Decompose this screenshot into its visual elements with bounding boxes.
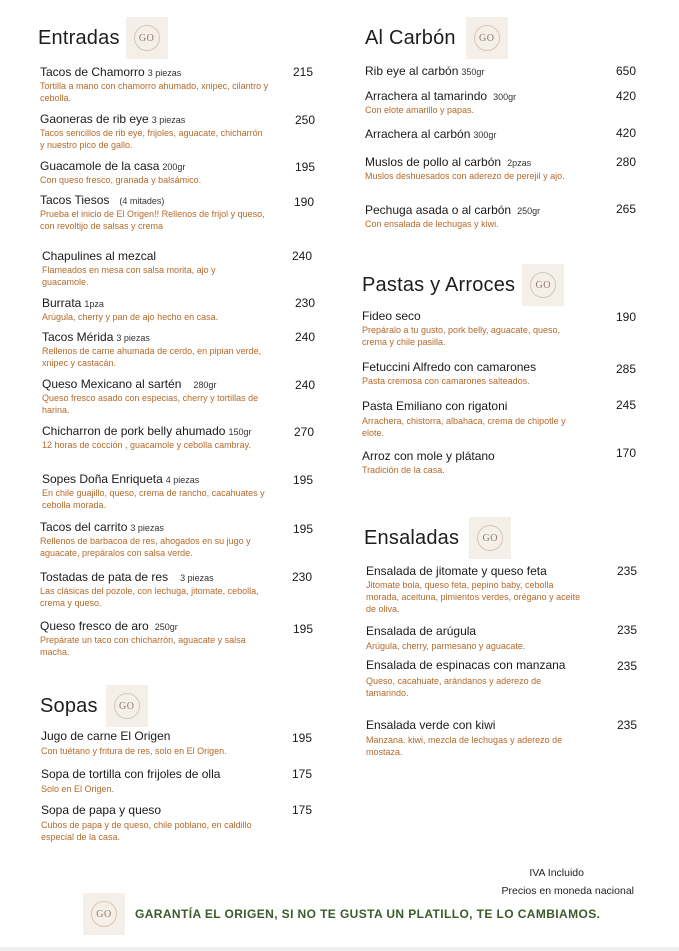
- item-price: 195: [292, 622, 313, 636]
- item-qty: 250gr: [154, 622, 178, 632]
- item-price: 270: [293, 425, 314, 439]
- item-price: 170: [615, 446, 636, 460]
- section-title: Al Carbón: [365, 26, 456, 49]
- item-desc: Queso, cacahuate, arándanos y aderezo de tamarindo.: [366, 676, 542, 698]
- item-name: Arrachera al tamarindo: [365, 89, 488, 103]
- item-name: Ensalada de espinacas con manzana: [366, 658, 566, 672]
- item-name: Arroz con mole y plátano: [362, 449, 495, 463]
- item-name: Tacos del carrito: [40, 520, 128, 534]
- menu-item: [40, 619, 265, 658]
- item-price: 190: [293, 195, 314, 209]
- section-header-ensaladas: [364, 517, 511, 559]
- item-name: Jugo de carne El Origen: [41, 729, 171, 743]
- item-name: Arrachera al carbón: [365, 127, 471, 141]
- menu-item: [40, 112, 265, 151]
- menu-item: [365, 155, 580, 182]
- section-title: Entradas: [38, 26, 120, 49]
- menu-item: [40, 520, 265, 559]
- item-desc: Arúgula, cherry y pan de ajo hecho en casa.: [42, 312, 219, 322]
- item-price: 420: [615, 89, 636, 103]
- section-title: Pastas y Arroces: [362, 273, 516, 296]
- menu-item: [365, 203, 595, 230]
- menu-item: [365, 89, 595, 116]
- item-name: Fideo seco: [362, 309, 421, 323]
- item-price: 240: [294, 330, 315, 344]
- item-price: 195: [294, 160, 315, 174]
- item-name: Muslos de pollo al carbón: [365, 155, 502, 169]
- item-desc: 12 horas de cocción , guacamole y cebolla cambray.: [42, 440, 251, 450]
- origen-logo-icon: GO: [522, 264, 564, 306]
- item-qty: 300gr: [493, 92, 517, 102]
- item-name: Sopa de tortilla con frijoles de olla: [41, 767, 221, 781]
- item-name: Tostadas de pata de res: [40, 570, 169, 584]
- item-desc: Cubos de papa y de queso, chile poblano, en caldillo especial de la casa.: [41, 820, 252, 842]
- item-desc: Rellenos de carne ahumada de cerdo, en pipian verde, xnipec y castacán.: [42, 346, 262, 368]
- menu-item: [365, 127, 595, 141]
- item-price: 235: [616, 718, 637, 732]
- item-name: Ensalada de jitomate y queso feta: [366, 564, 547, 578]
- guarantee-text: GARANTÍA EL ORIGEN, SI NO TE GUSTA UN PLATILLO, TE LO CAMBIAMOS.: [135, 907, 601, 921]
- item-desc: Muslos deshuesados con aderezo de perejil y ajo.: [365, 171, 565, 181]
- item-price: 245: [615, 398, 636, 412]
- item-qty: 2pzas: [507, 158, 532, 168]
- item-qty: 250gr: [517, 206, 541, 216]
- menu-item: [42, 296, 272, 323]
- origen-logo-icon: GO: [106, 685, 148, 727]
- menu-item: [366, 718, 581, 758]
- item-desc: Flameados en mesa con salsa morita, ajo y guacamole.: [42, 265, 216, 287]
- item-desc: Solo en El Origen.: [41, 784, 115, 794]
- item-price: 175: [291, 803, 312, 817]
- menu-item: [366, 564, 586, 615]
- menu-item: [42, 377, 267, 416]
- item-price: 250: [294, 113, 315, 127]
- item-qty: 300gr: [473, 130, 497, 140]
- item-qty: 3 piezas: [147, 68, 182, 78]
- item-name: Sopa de papa y queso: [41, 803, 162, 817]
- item-price: 240: [294, 378, 315, 392]
- menu-item: [42, 249, 262, 288]
- item-name: Chicharron de pork belly ahumado: [42, 424, 226, 438]
- menu-item: [41, 803, 261, 843]
- item-name: Tacos Mérida: [42, 330, 114, 344]
- menu-item: [365, 64, 595, 78]
- item-price: 420: [615, 126, 636, 140]
- item-price: 230: [291, 570, 312, 584]
- item-qty: 3 piezas: [116, 333, 150, 343]
- item-name: Tacos Tiesos: [40, 193, 110, 207]
- item-name: Ensalada verde con kiwi: [366, 718, 496, 732]
- item-qty: 3 piezas: [180, 573, 214, 583]
- item-desc: Arrachera, chistorra, albahaca, crema de chipotle y elote.: [362, 416, 566, 438]
- menu-item: [362, 309, 582, 348]
- menu-item: [40, 159, 280, 186]
- menu-item: [366, 657, 566, 699]
- menu-item: [362, 360, 592, 387]
- item-price: 190: [615, 310, 636, 324]
- item-qty: 280gr: [193, 380, 217, 390]
- menu-item: [362, 399, 582, 439]
- item-price: 215: [292, 65, 313, 79]
- item-name: Queso fresco de aro: [40, 619, 149, 633]
- item-qty: 3 piezas: [130, 523, 164, 533]
- item-price: 195: [291, 731, 312, 745]
- item-name: Gaoneras de rib eye: [40, 112, 149, 126]
- item-qty: (4 mitades): [119, 196, 165, 206]
- item-price: 235: [616, 623, 637, 637]
- section-header-sopas: [40, 685, 148, 727]
- item-desc: Con tuétano y fritura de res, solo en El Origen.: [41, 746, 227, 756]
- menu-item: [42, 472, 267, 511]
- item-name: Burrata: [42, 296, 82, 310]
- origen-logo-icon: GO: [466, 17, 508, 59]
- item-price: 235: [616, 659, 637, 673]
- page-bottom-divider: [0, 947, 679, 951]
- item-price: 265: [615, 202, 636, 216]
- footer-guarantee: [83, 893, 600, 935]
- item-price: 195: [292, 473, 313, 487]
- origen-logo-icon: GO: [83, 893, 125, 935]
- item-qty: 4 piezas: [165, 475, 200, 485]
- item-qty: 150gr: [228, 427, 252, 437]
- item-desc: Tacos sencillos de rib eye, frijoles, aguacate, chicharrón y nuestro pico de gallo.: [40, 128, 263, 150]
- section-header-al-carbon: [365, 17, 508, 59]
- menu-item: [362, 449, 582, 476]
- origen-logo-icon: GO: [469, 517, 511, 559]
- item-name: Rib eye al carbón: [365, 64, 459, 78]
- item-price: 195: [292, 522, 313, 536]
- item-qty: 350gr: [461, 67, 485, 77]
- item-desc: Prepárate un taco con chicharrón, aguacate y salsa macha.: [40, 635, 246, 657]
- item-desc: Las clásicas del pozole, con lechuga, jitomate, cebolla, crema y queso.: [40, 586, 259, 608]
- item-desc: Con ensalada de lechugas y kiwi.: [365, 219, 499, 229]
- item-name: Queso Mexicano al sartén: [42, 377, 182, 391]
- item-qty: 200gr: [162, 162, 186, 172]
- menu-item: [42, 424, 282, 451]
- item-name: Guacamole de la casa: [40, 159, 160, 173]
- item-qty: 1pza: [84, 299, 104, 309]
- item-desc: Manzana. kiwi, mezcla de lechugas y aderezo de mostaza.: [366, 735, 563, 757]
- item-price: 650: [615, 64, 636, 78]
- menu-item: [41, 729, 281, 757]
- item-desc: Rellenos de barbacoa de res, ahogados en su jugo y aguacate, prepáralos con salsa verde.: [40, 536, 251, 558]
- item-name: Sopes Doña Enriqueta: [42, 472, 163, 486]
- item-name: Fetuccini Alfredo con camarones: [362, 360, 537, 374]
- item-desc: Prepáralo a tu gusto, pork belly, aguacate, queso, crema y chile pasilla.: [362, 325, 560, 347]
- menu-item: [366, 624, 586, 652]
- item-name: Chapulines al mezcal: [42, 249, 157, 263]
- menu-item: [40, 570, 265, 609]
- item-name: Tacos de Chamorro: [40, 65, 145, 79]
- menu-item: [40, 193, 265, 232]
- item-price: 230: [294, 296, 315, 310]
- iva-note: IVA Incluido: [529, 867, 584, 879]
- item-price: 285: [615, 362, 636, 376]
- item-desc: Arúgula, cherry, parmesano y aguacate.: [366, 641, 526, 651]
- item-desc: Con elote amarillo y papas.: [365, 105, 475, 115]
- section-header-pastas: [362, 264, 564, 306]
- item-price: 280: [615, 155, 636, 169]
- menu-item: [42, 330, 267, 369]
- item-desc: Jitomate bola, queso feta, pepino baby, cebolla morada, aceituna, pimientos verdes, orégano y aceite de oliva.: [366, 580, 581, 614]
- menu-item: [41, 767, 281, 795]
- item-desc: Con queso fresco, granada y balsámico.: [40, 175, 202, 185]
- item-name: Pechuga asada o al carbón: [365, 203, 512, 217]
- item-qty: 3 piezas: [151, 115, 186, 125]
- section-title: Ensaladas: [364, 526, 460, 549]
- section-title: Sopas: [40, 694, 98, 717]
- item-name: Pasta Emiliano con rigatoni: [362, 399, 508, 413]
- item-desc: Pasta cremosa con camarones salteados.: [362, 376, 530, 386]
- item-name: Ensalada de arúgula: [366, 624, 477, 638]
- item-price: 175: [291, 767, 312, 781]
- item-price: 240: [291, 249, 312, 263]
- item-desc: En chile guajillo, queso, crema de rancho, cacahuates y cebolla morada.: [42, 488, 265, 510]
- item-desc: Tortilla a mano con chamorro ahumado, xnipec, cilantro y cebolla.: [40, 81, 269, 103]
- item-desc: Prueba el inicio de El Origen!! Rellenos de frijol y queso, con revoltijo de salsas y crema: [40, 209, 265, 231]
- origen-logo-icon: GO: [126, 17, 168, 59]
- currency-note: Precios en moneda nacional: [501, 885, 634, 897]
- item-desc: Queso fresco asado con especias, cherry y tortillas de harina.: [42, 393, 259, 415]
- section-header-entradas: [38, 17, 168, 59]
- menu-item: [40, 65, 280, 104]
- item-price: 235: [616, 564, 637, 578]
- item-desc: Tradición de la casa.: [362, 465, 445, 475]
